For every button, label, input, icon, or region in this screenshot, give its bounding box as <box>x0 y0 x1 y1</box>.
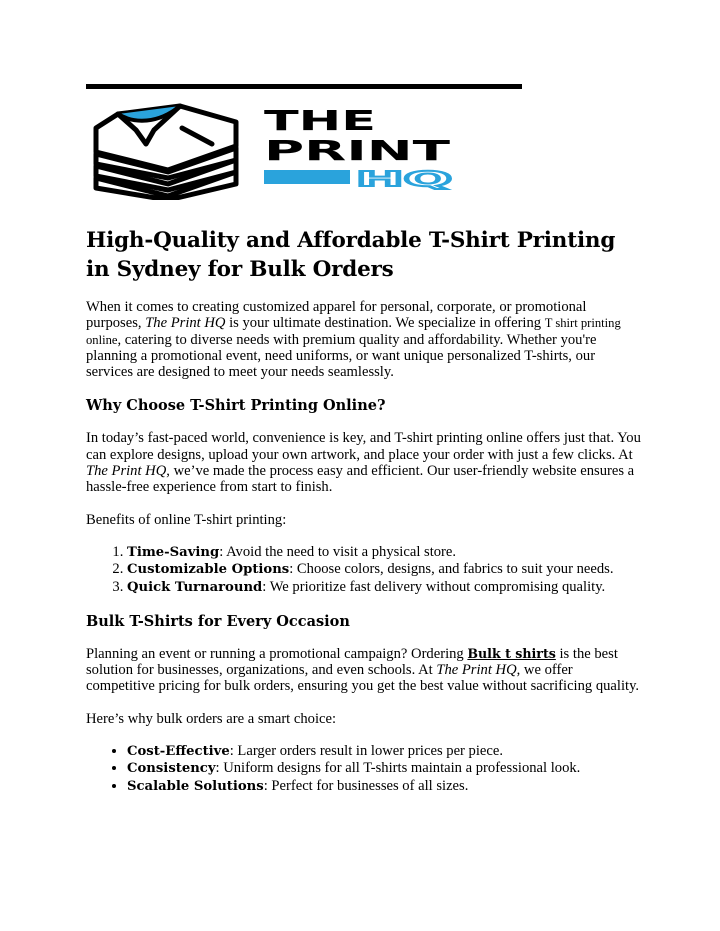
page-title: High-Quality and Affordable T-Shirt Printing in Sydney for Bulk Orders <box>86 228 616 282</box>
brand-name: The Print HQ <box>145 315 226 332</box>
list-item <box>127 760 642 777</box>
list-item <box>127 579 642 596</box>
logo-word-print: PRINT <box>264 134 450 167</box>
benefit-title: Quick Turnaround <box>127 579 263 595</box>
reasons-intro: Here’s why bulk orders are a smart choice: <box>86 710 337 727</box>
tshirt-stack-icon <box>96 106 236 200</box>
paragraph-text: , we offer competitive pricing for bulk orders, ensuring you get the best value without sacrificing quality. <box>86 662 640 695</box>
intro-text: , catering to diverse needs with premium quality and affordability. Whether you're planning a promotional event, need uniforms, or want unique personalized T-shirts, our services are designed to meet your needs seamlessly. <box>86 331 597 381</box>
paragraph-text: is the best solution for businesses, organizations, and even schools. At <box>86 645 618 679</box>
benefits-list <box>86 544 642 596</box>
section-heading-why-choose: Why Choose T-Shirt Printing Online? <box>86 397 386 415</box>
the-print-hq-logo <box>88 100 468 200</box>
reason-text: : Perfect for businesses of all sizes. <box>263 777 469 794</box>
tshirt-printing-online-text: T shirt printing online <box>86 316 621 347</box>
brand-name: The Print HQ <box>86 463 167 480</box>
paragraph-text: In today’s fast-paced world, convenience is key, and T-shirt printing online offers just that. You can explore designs, upload your own artwork, and place your order with just a few clicks. At <box>86 430 641 463</box>
benefit-text: : We prioritize fast delivery without compromising quality. <box>262 578 606 595</box>
logo-word-the: THE <box>264 104 376 137</box>
reason-title: Scalable Solutions <box>127 778 264 794</box>
list-item <box>127 561 642 578</box>
top-rule <box>86 84 522 89</box>
reason-title: Cost-Effective <box>127 744 230 760</box>
list-item <box>127 778 642 795</box>
reason-text: : Larger orders result in lower prices per piece. <box>229 743 503 760</box>
article-content <box>86 226 642 811</box>
why-choose-paragraph <box>86 430 642 495</box>
reasons-list <box>86 743 642 795</box>
intro-paragraph <box>86 299 642 380</box>
list-item <box>127 743 642 760</box>
section-heading-bulk-tshirts: Bulk T-Shirts for Every Occasion <box>86 612 350 630</box>
intro-text: is your ultimate destination. We specialize in offering <box>225 315 545 332</box>
bulk-t-shirts-link[interactable]: Bulk t shirts <box>467 645 556 661</box>
reason-title: Consistency <box>127 761 216 777</box>
brand-name: The Print HQ <box>436 662 517 679</box>
benefit-title: Time-Saving <box>127 544 220 560</box>
list-item <box>127 544 642 561</box>
paragraph-text: , we’ve made the process easy and efficient. Our user-friendly website ensures a hassle-free experience from start to finish. <box>86 463 635 496</box>
reason-text: : Uniform designs for all T-shirts maintain a professional look. <box>215 760 581 777</box>
benefits-intro: Benefits of online T-shirt printing: <box>86 511 287 528</box>
benefit-text: : Avoid the need to visit a physical store. <box>219 543 457 560</box>
benefit-title: Customizable Options <box>127 562 290 578</box>
intro-text: When it comes to creating customized apparel for personal, corporate, or promotional purposes, <box>86 299 587 332</box>
logo-blue-bar <box>264 170 350 184</box>
bulk-paragraph <box>86 646 642 695</box>
paragraph-text: Planning an event or running a promotional campaign? Ordering <box>86 645 468 662</box>
logo-word-hq: HQ <box>356 167 452 191</box>
benefit-text: : Choose colors, designs, and fabrics to suit your needs. <box>289 561 614 578</box>
